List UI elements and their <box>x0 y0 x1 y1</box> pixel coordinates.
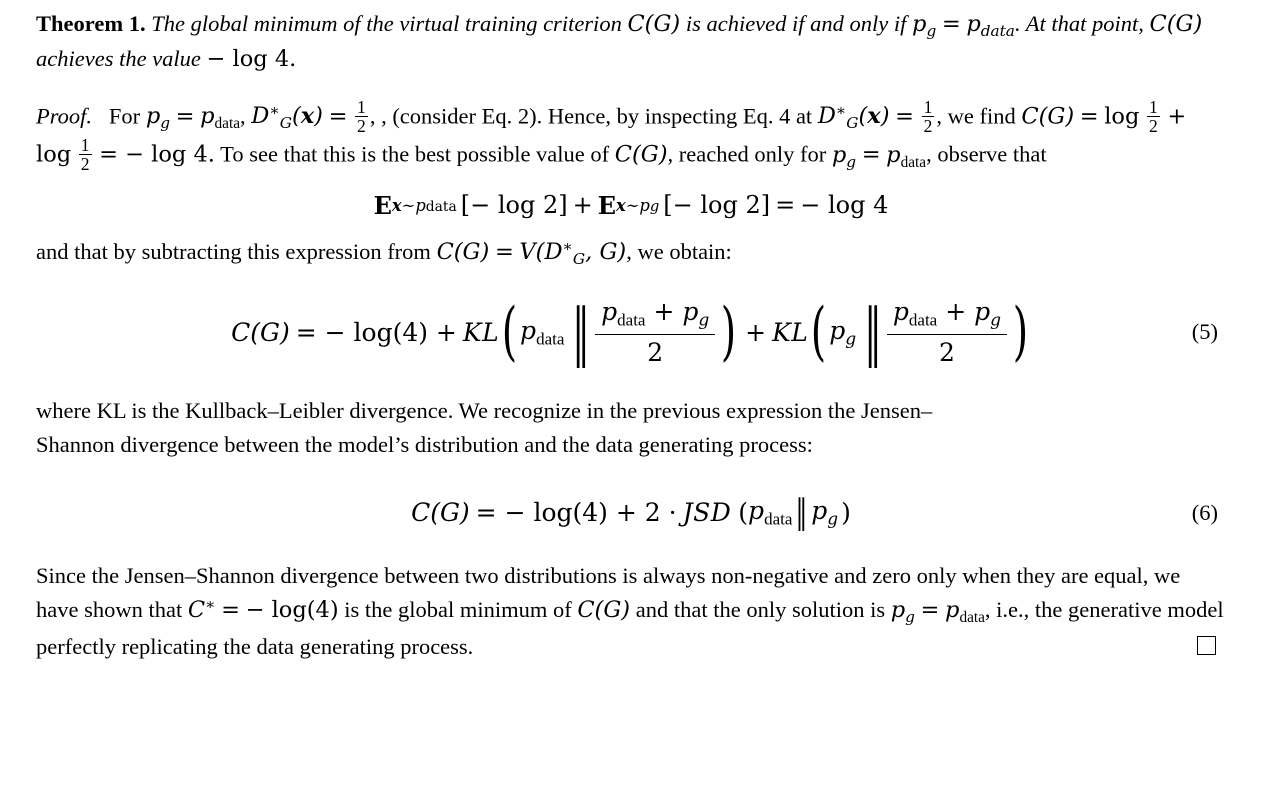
theorem-statement: The global minimum of the virtual training criterion C(G) is achieved if and only if $p_g = p_{data}$. At that point, C(G) achieves the value − log 4. <box>36 11 1203 72</box>
eq5-lhs: C(G) <box>231 317 290 347</box>
theorem-value: − log 4. <box>206 45 297 72</box>
theorem-block <box>36 8 1226 76</box>
eq5-double-bar-1: ‖ <box>572 295 586 369</box>
p-data-symbol: $p_{data}$ <box>200 103 241 133</box>
p-g-symbol-2: $p_g$ <box>831 141 857 171</box>
eq5-arg1: $p_{data}$ <box>520 315 565 349</box>
eq6-arg2: $p_g$ <box>811 495 839 530</box>
kl-paragraph-line1: where KL is the Kullback–Leibler divergence. We recognize in the previous expression the Jensen– <box>36 398 933 424</box>
c-of-g-symbol-3: C(G) <box>436 238 490 265</box>
kl-paragraph <box>36 394 1226 462</box>
theorem-criterion-2: C(G) <box>1149 11 1203 37</box>
c-of-g-symbol-1: C(G) <box>1021 103 1075 130</box>
equation-5-number: (5) <box>1191 319 1218 345</box>
eq5-arg2: $p_g$ <box>829 315 857 350</box>
theorem-criterion: C(G) <box>627 11 681 37</box>
one-half-frac-2: $\frac{1}{2}$ <box>923 96 933 136</box>
eq5-frac-2: $\frac{p_{data} + p_g}{2}$ <box>887 296 1007 368</box>
kl-paragraph-line2: Shannon divergence between the model’s distribution and the data generating process: <box>36 432 813 458</box>
one-half-frac-3: $\frac{1}{2}$ <box>1149 96 1158 136</box>
one-half-frac-4: $\frac{1}{2}$ <box>80 135 90 175</box>
closing-paragraph: Since the Jensen–Shannon divergence between two distributions is always non-negative and zero only when they are equal, we have shown that C∗ = − log(4) is the global minimum of C(G) and that the only solution is $p_g = p_{data}$, i.e., the generative model perfectly replicating the data generating process. <box>36 563 1224 659</box>
c-of-g-symbol-2: C(G) <box>614 141 668 168</box>
theorem-heading: Theorem 1. <box>36 11 146 36</box>
p-g-symbol-3: $p_g$ <box>890 596 915 626</box>
qed-box <box>1197 636 1216 655</box>
equation-5-body: C(G) = − log(4) + KL ( $p_{data}$ ‖ $\frac{p_{data} + p_g}{2}$ ) + KL ( $p_g$ ‖ $\frac{p_{data} + p_g}{2}$ ) <box>231 295 1029 370</box>
eq5-right-paren-2: ) <box>1012 295 1029 370</box>
eq5-right-paren-1: ) <box>720 295 737 370</box>
eq6-arg1: $p_{data}$ <box>748 495 793 529</box>
equation-5 <box>36 296 1226 368</box>
p-data-symbol-3: $p_{data}$ <box>945 596 985 626</box>
proof-label: Proof. <box>36 103 93 129</box>
eq5-left-paren: ( <box>501 295 518 370</box>
c-star-symbol: C∗ <box>187 595 216 623</box>
expectation-equation: E x∼pdata [− log 2] + E x∼pg [− log 2] = − log 4 <box>373 190 889 220</box>
eq5-left-paren-2: ( <box>811 295 827 370</box>
equation-6-body: C(G) = − log(4) + 2 · JSD ( $p_{data}$ ‖ $p_g$ ) <box>411 492 851 532</box>
theorem-pdata: $p_{data}$ <box>966 11 1015 40</box>
c-of-g-symbol-4: C(G) <box>577 596 631 623</box>
subtract-paragraph: and that by subtracting this expression from $C(G) = V(D^∗_G$, G), we obtain: <box>36 237 732 268</box>
eq5-frac-1: $\frac{p_{data} + p_g}{2}$ <box>595 296 715 368</box>
d-star-g-x-2: $D^∗_G(x)$ <box>817 101 890 133</box>
expectation-display <box>36 191 1226 221</box>
theorem-condition: $p_g$ <box>912 11 937 40</box>
proof-block: Proof. For $p_g = p_{data}$, $D^∗_G(x)$ = $\frac{1}{2}$ , , (consider Eq. 2). Hence, by inspecting Eq. 4 at $D^∗_G(x)$ = $\frac{1}{2}$ , we find C(G) = log $\frac{1}{2}$ + log $\frac{1}{2}$ = − log 4. To see that this is the best possible value of C(G), reached only for $p_g = p_{data}$, observe that <box>36 96 1187 175</box>
p-g-symbol: $p_g$ <box>145 103 171 133</box>
v-d-star-g: $V(D^∗_G$, G) <box>519 237 627 268</box>
one-half-frac-1: $\frac{1}{2}$ <box>357 96 366 136</box>
equation-6-number: (6) <box>1191 499 1218 525</box>
eq5-double-bar-2: ‖ <box>864 295 878 369</box>
equation-6 <box>36 492 1226 532</box>
d-star-g-x: $D^∗_G(x)$ <box>251 101 323 133</box>
p-data-symbol-2: $p_{data}$ <box>886 141 927 171</box>
